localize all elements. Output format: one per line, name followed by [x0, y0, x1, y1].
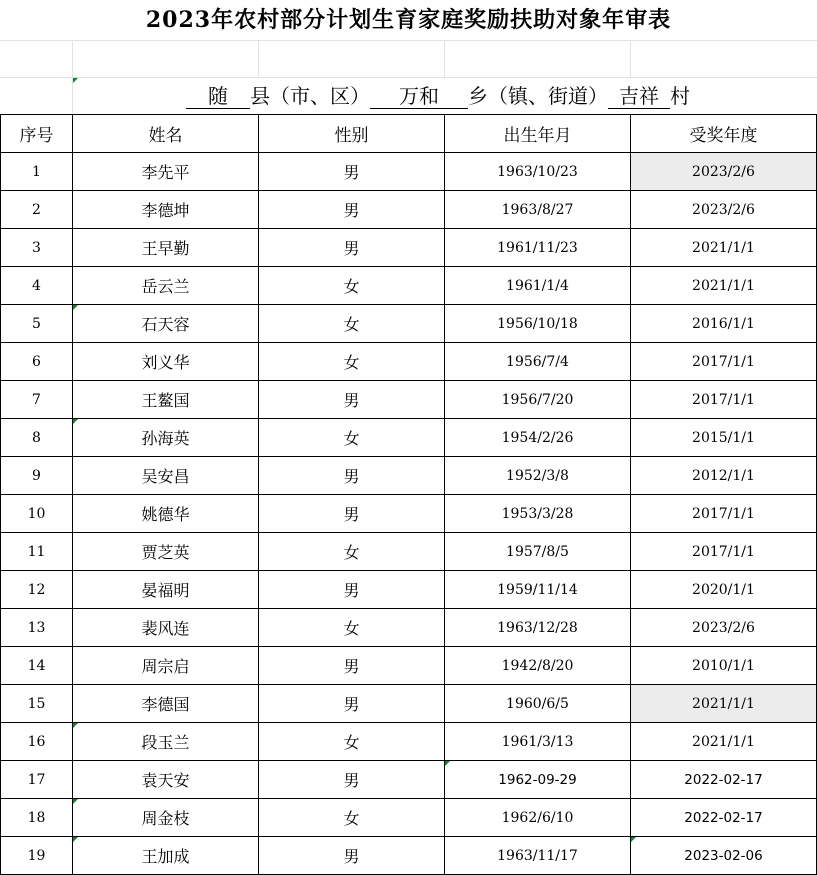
table-row — [1, 799, 817, 837]
gridline — [630, 41, 631, 77]
row-sex: 女 — [259, 305, 445, 343]
header-award-year: 受奖年度 — [631, 115, 817, 153]
row-birth-text: 1962-09-29 — [498, 771, 577, 788]
table-row — [1, 571, 817, 609]
row-birth: 1963/8/27 — [445, 191, 631, 229]
row-name: 李先平 — [73, 153, 259, 191]
row-award-year: 2021/1/1 — [631, 229, 817, 267]
table-row — [1, 533, 817, 571]
row-award-year: 2020/1/1 — [631, 571, 817, 609]
row-birth: 1961/1/4 — [445, 267, 631, 305]
row-sex: 男 — [259, 495, 445, 533]
row-birth: 1956/7/20 — [445, 381, 631, 419]
row-name-text: 王加成 — [141, 847, 190, 866]
row-sex: 男 — [259, 191, 445, 229]
row-birth: 1942/8/20 — [445, 647, 631, 685]
row-index: 3 — [1, 229, 73, 267]
row-award-year: 2017/1/1 — [631, 343, 817, 381]
row-name — [73, 837, 259, 875]
table-row — [1, 761, 817, 799]
row-sex: 女 — [259, 799, 445, 837]
table-row — [1, 153, 817, 191]
county-suffix: 县（市、区） — [250, 84, 370, 108]
row-sex: 男 — [259, 457, 445, 495]
header-name: 姓名 — [73, 115, 259, 153]
row-index: 5 — [1, 305, 73, 343]
gridline — [72, 78, 73, 115]
cell-comment-marker — [73, 723, 78, 728]
row-index: 11 — [1, 533, 73, 571]
gridline — [258, 41, 259, 77]
row-award-year: 2022-02-17 — [631, 761, 817, 799]
town-value: 万和 — [370, 84, 468, 109]
row-name — [73, 723, 259, 761]
row-award-year: 2023/2/6 — [631, 609, 817, 647]
row-sex: 男 — [259, 761, 445, 799]
row-name — [73, 419, 259, 457]
row-award-year: 2021/1/1 — [631, 723, 817, 761]
row-name — [73, 799, 259, 837]
row-index: 18 — [1, 799, 73, 837]
row-name: 贾芝英 — [73, 533, 259, 571]
table-row — [1, 191, 817, 229]
row-birth: 1962/6/10 — [445, 799, 631, 837]
row-index: 2 — [1, 191, 73, 229]
row-birth: 1961/3/13 — [445, 723, 631, 761]
row-name-text: 石天容 — [141, 315, 190, 334]
row-name: 李德国 — [73, 685, 259, 723]
row-sex: 女 — [259, 343, 445, 381]
town-suffix: 乡（镇、街道） — [468, 84, 608, 108]
table-header-row — [1, 115, 817, 153]
row-index: 14 — [1, 647, 73, 685]
cell-comment-marker — [73, 419, 78, 424]
cell-comment-marker — [73, 78, 78, 83]
row-name-text: 孙海英 — [141, 429, 190, 448]
row-name: 王鳌国 — [73, 381, 259, 419]
cell-comment-marker — [73, 799, 78, 804]
row-birth: 1963/11/17 — [445, 837, 631, 875]
table-row — [1, 609, 817, 647]
row-sex: 女 — [259, 609, 445, 647]
cell-comment-marker — [445, 761, 450, 766]
row-award-year: 2015/1/1 — [631, 419, 817, 457]
row-award-year: 2017/1/1 — [631, 381, 817, 419]
gridline — [444, 41, 445, 77]
row-award-year: 2010/1/1 — [631, 647, 817, 685]
row-award-year: 2023/2/6 — [631, 191, 817, 229]
row-name: 晏福明 — [73, 571, 259, 609]
table-row — [1, 267, 817, 305]
blank-spreadsheet-row — [0, 40, 817, 78]
row-index: 7 — [1, 381, 73, 419]
row-sex: 男 — [259, 571, 445, 609]
village-value: 吉祥 — [608, 84, 670, 109]
table-row — [1, 685, 817, 723]
row-sex: 女 — [259, 723, 445, 761]
row-index: 10 — [1, 495, 73, 533]
gridline — [72, 41, 73, 77]
region-line — [0, 78, 817, 115]
row-index: 9 — [1, 457, 73, 495]
row-sex: 女 — [259, 419, 445, 457]
row-index: 1 — [1, 153, 73, 191]
row-sex: 男 — [259, 837, 445, 875]
table-row — [1, 457, 817, 495]
row-name: 周宗启 — [73, 647, 259, 685]
row-award-year: 2017/1/1 — [631, 533, 817, 571]
row-index: 12 — [1, 571, 73, 609]
row-name: 裴风连 — [73, 609, 259, 647]
header-birth: 出生年月 — [445, 115, 631, 153]
row-sex: 女 — [259, 533, 445, 571]
row-name: 刘义华 — [73, 343, 259, 381]
row-birth: 1953/3/28 — [445, 495, 631, 533]
row-birth: 1961/11/23 — [445, 229, 631, 267]
table-row — [1, 495, 817, 533]
table-row — [1, 229, 817, 267]
row-birth: 1956/10/18 — [445, 305, 631, 343]
table-row — [1, 419, 817, 457]
row-index: 6 — [1, 343, 73, 381]
row-name: 王早勤 — [73, 229, 259, 267]
row-index: 13 — [1, 609, 73, 647]
row-sex: 男 — [259, 647, 445, 685]
row-sex: 男 — [259, 685, 445, 723]
row-name-text: 周金枝 — [141, 809, 190, 828]
row-award-year-text: 2023-02-06 — [684, 847, 763, 864]
row-index: 16 — [1, 723, 73, 761]
row-birth: 1954/2/26 — [445, 419, 631, 457]
table-row — [1, 723, 817, 761]
cell-comment-marker — [631, 837, 636, 842]
table-row — [1, 647, 817, 685]
row-sex: 男 — [259, 381, 445, 419]
row-birth: 1963/10/23 — [445, 153, 631, 191]
row-name — [73, 305, 259, 343]
row-name: 吴安昌 — [73, 457, 259, 495]
row-sex: 女 — [259, 267, 445, 305]
row-birth: 1957/8/5 — [445, 533, 631, 571]
row-name: 岳云兰 — [73, 267, 259, 305]
row-birth: 1956/7/4 — [445, 343, 631, 381]
row-birth: 1952/3/8 — [445, 457, 631, 495]
row-birth: 1959/11/14 — [445, 571, 631, 609]
row-index: 17 — [1, 761, 73, 799]
row-award-year — [631, 837, 817, 875]
row-index: 19 — [1, 837, 73, 875]
row-index: 15 — [1, 685, 73, 723]
row-sex: 男 — [259, 229, 445, 267]
row-name-text: 段玉兰 — [141, 733, 190, 752]
header-index: 序号 — [1, 115, 73, 153]
row-award-year: 2017/1/1 — [631, 495, 817, 533]
header-sex: 性别 — [259, 115, 445, 153]
table-row — [1, 343, 817, 381]
cell-comment-marker — [73, 837, 78, 842]
recipients-table — [0, 114, 817, 875]
row-award-year: 2021/1/1 — [631, 685, 817, 723]
row-award-year: 2016/1/1 — [631, 305, 817, 343]
row-name: 姚德华 — [73, 495, 259, 533]
row-sex: 男 — [259, 153, 445, 191]
table-row — [1, 305, 817, 343]
row-award-year: 2012/1/1 — [631, 457, 817, 495]
row-name: 李德坤 — [73, 191, 259, 229]
row-birth: 1963/12/28 — [445, 609, 631, 647]
village-suffix: 村 — [670, 84, 690, 108]
row-birth: 1960/6/5 — [445, 685, 631, 723]
row-index: 8 — [1, 419, 73, 457]
cell-comment-marker — [73, 305, 78, 310]
county-value: 随 — [186, 84, 250, 109]
row-award-year: 2023/2/6 — [631, 153, 817, 191]
table-row — [1, 381, 817, 419]
row-name: 袁天安 — [73, 761, 259, 799]
row-index: 4 — [1, 267, 73, 305]
row-award-year: 2021/1/1 — [631, 267, 817, 305]
row-award-year: 2022-02-17 — [631, 799, 817, 837]
sheet-title: 2023年农村部分计划生育家庭奖励扶助对象年审表 — [145, 7, 672, 33]
row-birth — [445, 761, 631, 799]
table-row — [1, 837, 817, 875]
